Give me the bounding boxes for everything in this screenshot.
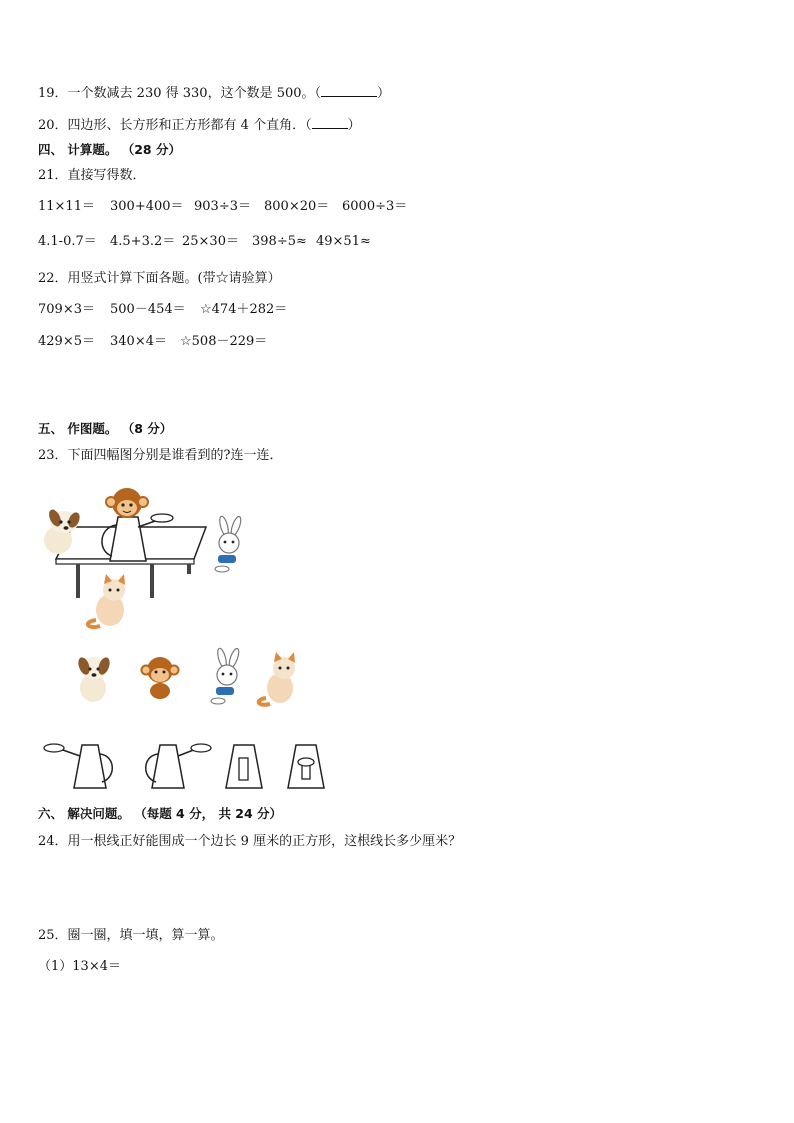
section-4-heading: 四、 计算题。 （28 分） (38, 142, 181, 157)
view-front-spout[interactable] (288, 745, 324, 788)
monkey-icon (106, 488, 148, 518)
q22-item: 429×5＝ (38, 334, 95, 349)
q22-item: 340×4＝ (110, 334, 167, 349)
q22-item: ☆508－229＝ (180, 334, 268, 349)
section-6-heading: 六、 解决问题。 （每题 4 分， 共 24 分） (38, 806, 283, 821)
view-spout-right[interactable] (146, 744, 211, 788)
question-22-title: 22．用竖式计算下面各题。(带☆请验算） (38, 271, 281, 286)
q21-item: 25×30＝ (182, 234, 239, 249)
question-25-sub-1: （1）13×4＝ (38, 959, 121, 974)
q21-item: 800×20＝ (264, 199, 330, 214)
q21-item: 4.5+3.2＝ (110, 234, 176, 249)
monkey-icon[interactable] (142, 657, 179, 699)
question-25-title: 25．圈一圈，填一填，算一算。 (38, 928, 224, 943)
dog-icon[interactable] (76, 656, 112, 702)
q21-item: 49×51≈ (316, 234, 371, 249)
rabbit-icon[interactable] (211, 647, 241, 704)
question-23-title: 23．下面四幅图分别是谁看到的?连一连． (38, 448, 283, 463)
question-20: 20．四边形、长方形和正方形都有 4 个直角．（ ） (38, 118, 361, 133)
q21-item: 300+400＝ (110, 199, 184, 214)
cat-icon (88, 574, 125, 627)
q22-item: 500－454＝ (110, 302, 186, 317)
q21-item: 11×11＝ (38, 199, 95, 214)
view-front-handle[interactable] (226, 745, 262, 788)
rabbit-icon (215, 515, 243, 572)
cat-icon[interactable] (259, 652, 295, 705)
q22-item: 709×3＝ (38, 302, 95, 317)
q21-item: 903÷3＝ (194, 199, 251, 214)
q22-item: ☆474＋282＝ (200, 302, 288, 317)
view-spout-left[interactable] (44, 744, 112, 788)
section-5-heading: 五、 作图题。 （8 分） (38, 421, 173, 436)
q21-item: 6000÷3＝ (342, 199, 408, 214)
question-21-title: 21．直接写得数． (38, 168, 146, 183)
question-24: 24．用一根线正好能围成一个边长 9 厘米的正方形，这根线长多少厘米？ (38, 834, 462, 849)
question-19: 19．一个数减去 230 得 330，这个数是 500。（ ） (38, 86, 391, 101)
q21-item: 4.1-0.7＝ (38, 234, 97, 249)
q21-item: 398÷5≈ (252, 234, 307, 249)
